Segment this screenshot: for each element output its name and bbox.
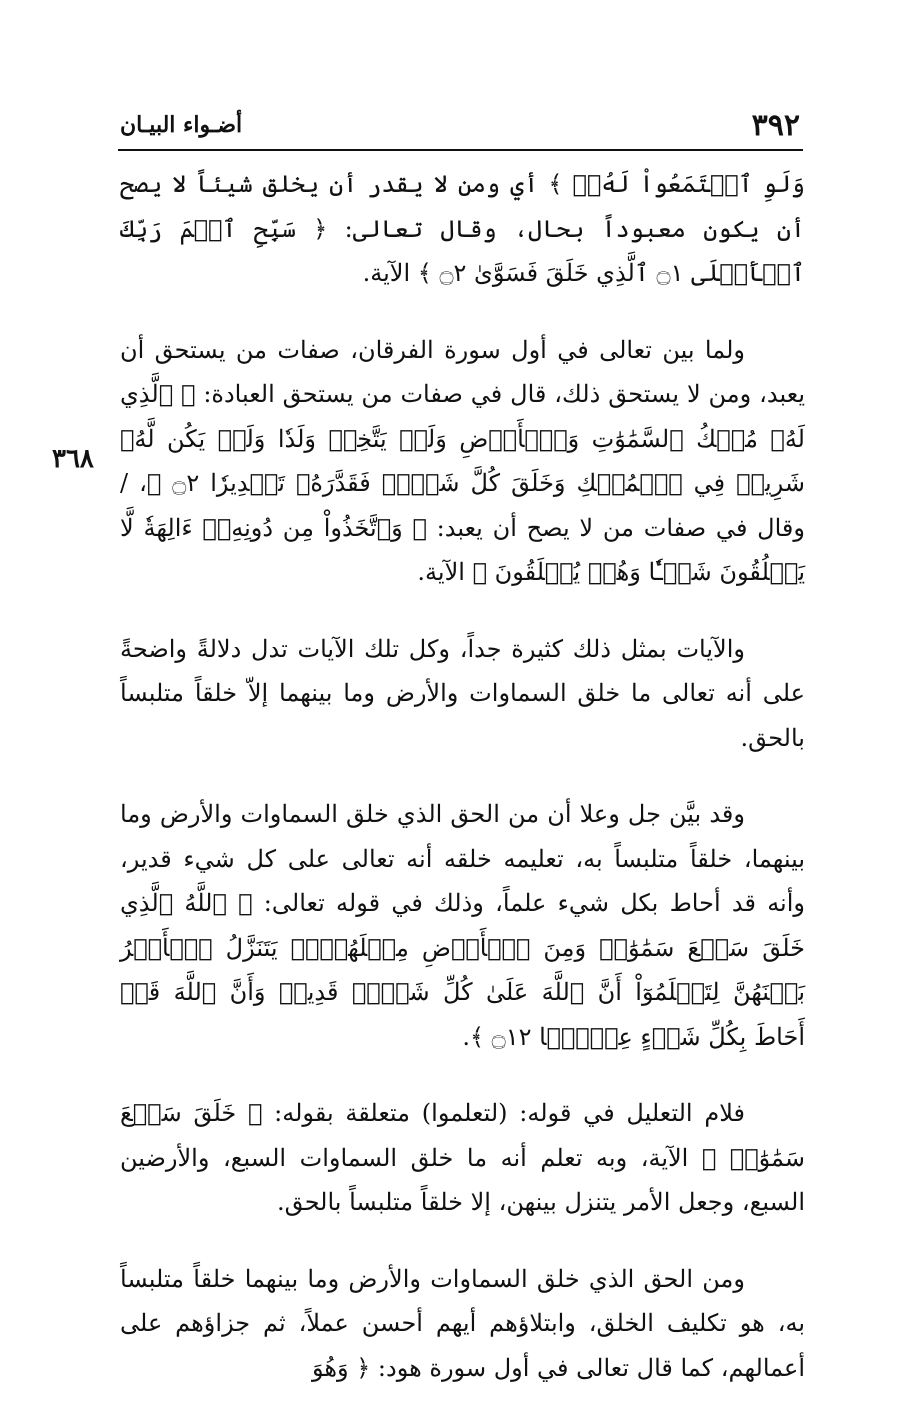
paragraph: ولما بين تعالى في أول سورة الفرقان، صفات من يستحق أن يعبد، ومن لا يستحق ذلك، قال في صفات من يستحق العبادة: ﴿ ٱلَّذِي لَهُۥ مُلۡكُ ٱلسَّمَٰوَٰتِ وَٱلۡأَرۡضِ وَلَمۡ يَتَّخِذۡ وَلَدٗا وَلَمۡ يَكُن لَّهُۥ شَرِيكٞ فِي ٱلۡمُلۡكِ وَخَلَقَ كُلَّ شَيۡءٖ فَقَدَّرَهُۥ تَقۡدِيرٗا ۝٢ ﴾، /وقال في صفات من لا يصح أن يعبد: ﴿ وَٱتَّخَذُواْ مِن دُونِهِۦٓ ءَالِهَةٗ لَّا يَخۡلُقُونَ شَيۡـٔٗا وَهُمۡ يُخۡلَقُونَ ﴾ الآية. (120, 335, 805, 586)
page-header (120, 100, 800, 144)
paragraph: وقد بيَّن جل وعلا أن من الحق الذي خلق السماوات والأرض وما بينهما، خلقاً متلبساً به، تعليمه خلقه أنه تعالى على كل شيء قدير، وأنه قد أحاط بكل شيء علماً، وذلك في قوله تعالى: ﴿ ٱللَّهُ ٱلَّذِي خَلَقَ سَبۡعَ سَمَٰوَٰتٖ وَمِنَ ٱلۡأَرۡضِ مِثۡلَهُنَّۖ يَتَنَزَّلُ ٱلۡأَمۡرُ بَيۡنَهُنَّ لِتَعۡلَمُوٓاْ أَنَّ ٱللَّهَ عَلَىٰ كُلِّ شَيۡءٖ قَدِيرٞ وَأَنَّ ٱللَّهَ قَدۡ أَحَاطَ بِكُلِّ شَيۡءٍ عِلۡمَۢا ۝١٢ ﴾. (120, 800, 805, 1051)
paragraph: ومن الحق الذي خلق السماوات والأرض وما بينهما خلقاً متلبساً به، هو تكليف الخلق، وابتلاؤهم أيهم أحسن عملاً، ثم جزاؤهم على أعمالهم، كما قال تعالى في أول سورة هود: ﴿ وَهُوَ (120, 1264, 805, 1382)
running-title: أضـواء البيـان (120, 112, 243, 138)
margin-page-reference: ٣٦٨ (52, 444, 94, 474)
header-rule (118, 149, 803, 151)
paragraph-continuation: وَلَوِ ٱجۡتَمَعُواْ لَهُۥۖ ﴾ أي ومن لا يقدر أن يخلق شيئاً لا يصح أن يكون معبوداً بحال، وقال تعالى: ﴿ سَبِّحِ ٱسۡمَ رَبِّكَ ٱلۡأَعۡلَى ۝١ ٱلَّذِي خَلَقَ فَسَوَّىٰ ۝٢ ﴾ الآية. (120, 170, 805, 287)
paragraph: والآيات بمثل ذلك كثيرة جداً، وكل تلك الآيات تدل دلالةً واضحةً على أنه تعالى ما خلق السماوات والأرض وما بينهما إلاّ خلقاً متلبساً بالحق. (120, 634, 805, 752)
page-number: ٣٩٢ (751, 108, 800, 143)
body-text (120, 162, 805, 1422)
paragraph: فلام التعليل في قوله: (لتعلموا) متعلقة بقوله: ﴿ خَلَقَ سَبۡعَ سَمَٰوَٰتٖ ﴾ الآية، وبه تعلم أنه ما خلق السماوات السبع، والأرضين السبع، وجعل الأمر يتنزل بينهن، إلا خلقاً متلبساً بالحق. (120, 1099, 805, 1216)
